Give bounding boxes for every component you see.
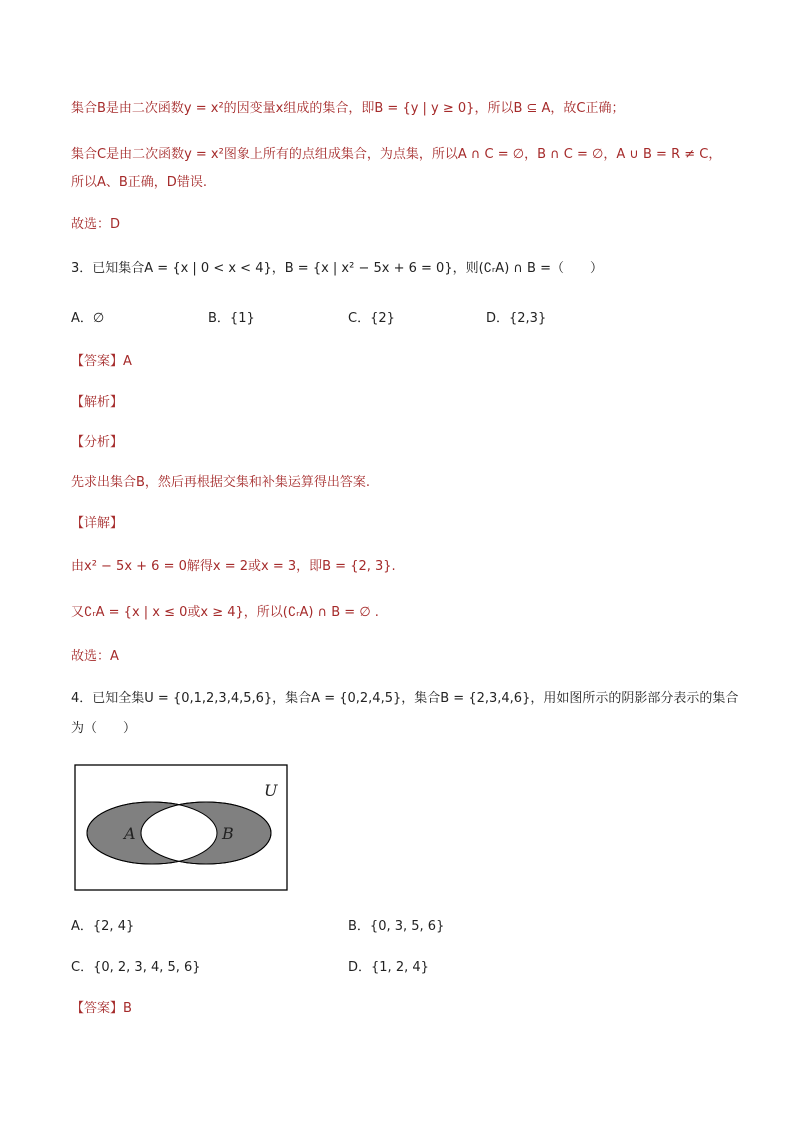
q3-option-b: B．{1} [208, 311, 255, 326]
solution-conclusion-line: 所以A、B正确，D错误. [71, 175, 207, 190]
question-4-stem-line-2: 为（ ） [71, 721, 137, 736]
q3-option-d: D．{2,3} [486, 311, 547, 326]
q3-fenxi-heading: 【分析】 [71, 435, 124, 450]
q3-detail-line-2: 又∁ᵣA = {x | x ≤ 0或x ≥ 4}，所以(∁ᵣA) ∩ B = ∅ . [71, 605, 379, 620]
q3-option-a: A．∅ [71, 311, 105, 326]
venn-label-u: U [264, 781, 278, 800]
solution-set-c-line: 集合C是由二次函数y = x²图象上所有的点组成集合，为点集，所以A ∩ C = ∅，B ∩ C = ∅，A ∪ B = R ≠ C， [71, 147, 722, 162]
q3-answer: 【答案】A [71, 354, 132, 369]
q3-analysis-heading: 【解析】 [71, 395, 124, 410]
venn-label-a: A [124, 824, 136, 843]
q4-option-d: D．{1, 2, 4} [348, 960, 429, 975]
q3-option-c: C．{2} [348, 311, 395, 326]
solution-set-b-line: 集合B是由二次函数y = x²的因变量x组成的集合，即B = {y | y ≥ 0}，所以B ⊆ A，故C正确； [71, 101, 625, 116]
question-3-stem: 3．已知集合A = {x | 0 < x < 4}，B = {x | x² − 5x + 6 = 0}，则(∁ᵣA) ∩ B =（ ） [71, 261, 603, 276]
question-4-stem-line-1: 4．已知全集U = {0,1,2,3,4,5,6}，集合A = {0,2,4,5}，集合B = {2,3,4,6}，用如图所示的阴影部分表示的集合 [71, 691, 739, 706]
q3-choice: 故选：A [71, 649, 119, 664]
q3-fenxi-text: 先求出集合B，然后再根据交集和补集运算得出答案. [71, 475, 371, 490]
q4-answer: 【答案】B [71, 1001, 132, 1016]
q4-option-a: A．{2, 4} [71, 919, 135, 934]
q4-option-b: B．{0, 3, 5, 6} [348, 919, 445, 934]
q3-detail-heading: 【详解】 [71, 516, 124, 531]
solution-choice: 故选：D [71, 217, 121, 232]
venn-diagram [74, 764, 290, 892]
q3-detail-line-1: 由x² − 5x + 6 = 0解得x = 2或x = 3，即B = {2, 3}. [71, 559, 396, 574]
venn-label-b: B [222, 824, 234, 843]
q4-option-c: C．{0, 2, 3, 4, 5, 6} [71, 960, 201, 975]
